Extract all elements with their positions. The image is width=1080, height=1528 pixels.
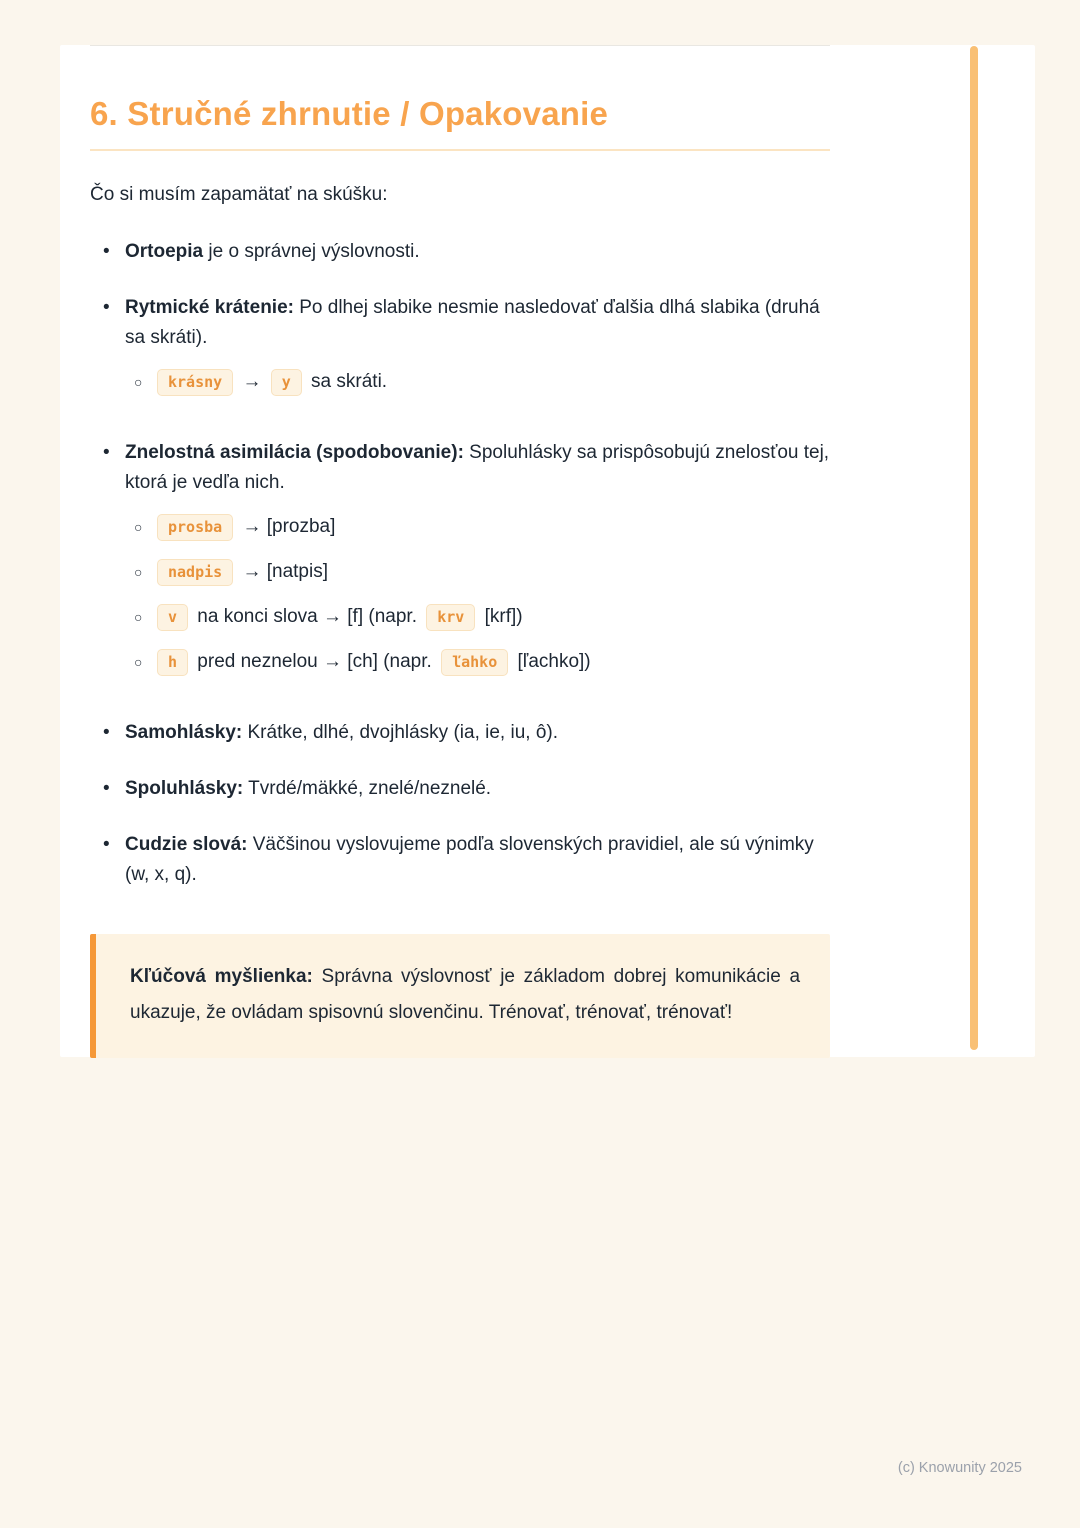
sub-list-item-text (157, 512, 830, 542)
list-item-text (125, 237, 830, 267)
text-run: Po dlhej slabike nesmie nasledovať ďalšia dlhá slabika (druhá sa skráti). (125, 297, 820, 348)
list-item-text (125, 830, 830, 890)
list-item (90, 293, 830, 412)
list-item-text (125, 718, 830, 748)
callout-lead: Kľúčová myšlienka: (130, 966, 313, 987)
summary-list (90, 237, 830, 890)
sub-list-item (125, 602, 830, 632)
list-item-body (125, 718, 830, 748)
sub-list-item-text (157, 557, 830, 587)
circle-bullet-icon: ○ (134, 564, 143, 580)
list-item (90, 718, 830, 748)
text-run: je o správnej výslovnosti. (203, 241, 420, 262)
bullet-icon: • (103, 722, 110, 743)
bullet-icon: • (103, 778, 110, 799)
sub-list-item-text (157, 367, 830, 397)
circle-bullet-icon: ○ (134, 654, 143, 670)
section-title: 6. Stručné zhrnutie / Opakovanie (90, 95, 609, 132)
text-run: Krátke, dlhé, dvojhlásky (ia, ie, iu, ô). (242, 722, 558, 743)
text-run: pred neznelou → [ch] (napr. (192, 651, 438, 672)
code-chip: ľahko (441, 649, 508, 676)
list-item-body (125, 774, 830, 804)
bold-text: Rytmické krátenie: (125, 297, 294, 318)
list-item-text (125, 774, 830, 804)
bold-text: Samohlásky: (125, 722, 243, 743)
list-item-body (125, 237, 830, 267)
sub-list-item (125, 557, 830, 587)
code-chip: nadpis (157, 559, 233, 586)
circle-bullet-icon: ○ (134, 609, 143, 625)
text-run: Väčšinou vyslovujeme podľa slovenských pravidiel, ale sú výnimky (w, x, q). (125, 834, 814, 885)
sub-list (125, 512, 830, 677)
intro-text: Čo si musím zapamätať na skúšku: (90, 184, 388, 205)
text-run: → (237, 371, 267, 392)
content-column (90, 45, 830, 1058)
sub-list-item (125, 647, 830, 677)
bullet-icon: • (103, 241, 110, 262)
text-run: na konci slova → [f] (napr. (192, 606, 423, 627)
text-run: [krf]) (479, 606, 523, 627)
list-item (90, 830, 830, 890)
code-chip: y (271, 369, 302, 396)
code-chip: krv (426, 604, 475, 631)
code-chip: krásny (157, 369, 233, 396)
bullet-icon: • (103, 442, 110, 463)
bold-text: Znelostná asimilácia (spodobovanie): (125, 442, 464, 463)
text-run: Tvrdé/mäkké, znelé/neznelé. (243, 778, 492, 799)
list-item (90, 438, 830, 692)
sub-list-item-text (157, 602, 830, 632)
bold-text: Cudzie slová: (125, 834, 248, 855)
text-run: [ľachko]) (512, 651, 591, 672)
circle-bullet-icon: ○ (134, 519, 143, 535)
code-chip: v (157, 604, 188, 631)
sub-list-item (125, 367, 830, 397)
key-idea-callout (90, 934, 830, 1058)
text-run: sa skráti. (305, 371, 388, 392)
list-item-body (125, 293, 830, 412)
list-item-text (125, 438, 830, 498)
text-run: Spoluhlásky sa prispôsobujú znelosťou tej, ktorá je vedľa nich. (125, 442, 830, 493)
list-item-body (125, 830, 830, 890)
code-chip: h (157, 649, 188, 676)
bullet-icon: • (103, 834, 110, 855)
list-item-body (125, 438, 830, 692)
document-sheet (60, 45, 1035, 1057)
list-item (90, 774, 830, 804)
text-run: → [prozba] (237, 516, 336, 537)
accent-bar (970, 46, 978, 1050)
bold-text: Spoluhlásky: (125, 778, 244, 799)
code-chip: prosba (157, 514, 233, 541)
bullet-icon: • (103, 297, 110, 318)
bold-text: Ortoepia (125, 241, 204, 262)
sub-list-item-text (157, 647, 830, 677)
text-run: → [natpis] (237, 561, 329, 582)
sub-list-item (125, 512, 830, 542)
title-divider (90, 149, 830, 151)
list-item (90, 237, 830, 267)
sub-list (125, 367, 830, 397)
copyright-note: (c) Knowunity 2025 (897, 1460, 1022, 1476)
callout-text: Správna výslovnosť je základom dobrej komunikácie a ukazuje, že ovládam spisovnú slovenčinu. Trénovať, trénovať, trénovať! (130, 966, 801, 1023)
circle-bullet-icon: ○ (134, 374, 143, 390)
list-item-text (125, 293, 830, 353)
